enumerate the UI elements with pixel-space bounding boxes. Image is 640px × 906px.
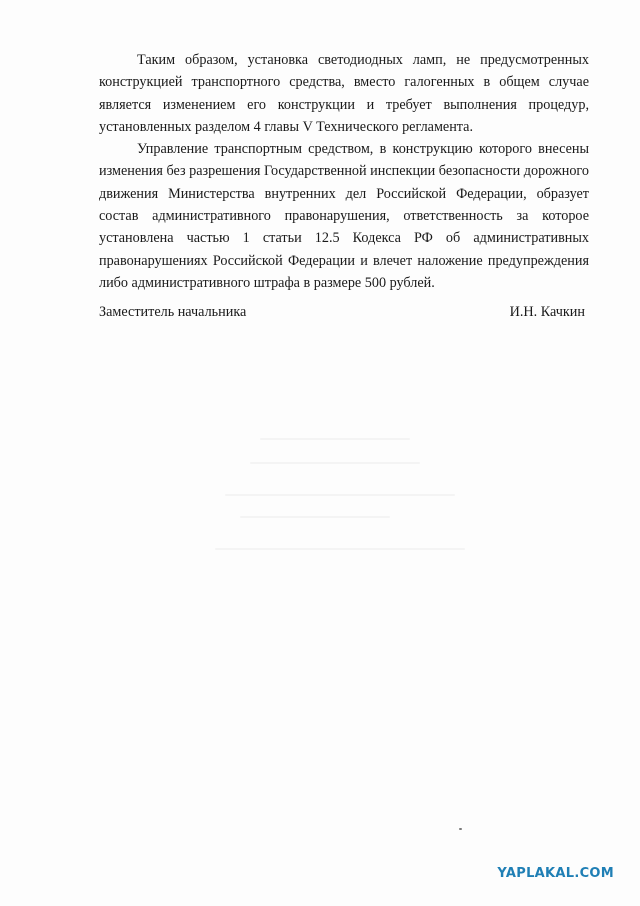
paragraph-2: Управление транспортным средством, в конструкцию которого внесены изменения без разрешения Государственной инспекции безопасности дорожного движения Министерства внутренних дел Российской Федерации, образует состав административного правонарушения, ответственность за которое установлена частью 1 статьи 12.5 Кодекса РФ об административных правонарушениях Российской Федерации и влечет наложение предупреждения либо административного штрафа в размере 500 рублей. [99,141,589,291]
paragraph-1: Таким образом, установка светодиодных ламп, не предусмотренных конструкцией транспортного средства, вместо галогенных в общем случае является изменением его конструкции и требует выполнения процедур, установленных разделом 4 главы V Технического регламента. [99,52,589,135]
show-through-mark [260,438,410,440]
speck [459,828,462,830]
show-through-mark [250,462,420,464]
signature-block [99,304,589,326]
signatory-position: Заместитель начальника [99,304,247,320]
document-body [99,49,589,294]
site-watermark: YAPLAKAL.COM [497,866,614,881]
show-through-mark [240,516,390,518]
show-through-mark [215,548,465,550]
signatory-name: И.Н. Качкин [509,304,585,320]
show-through-mark [225,494,455,496]
